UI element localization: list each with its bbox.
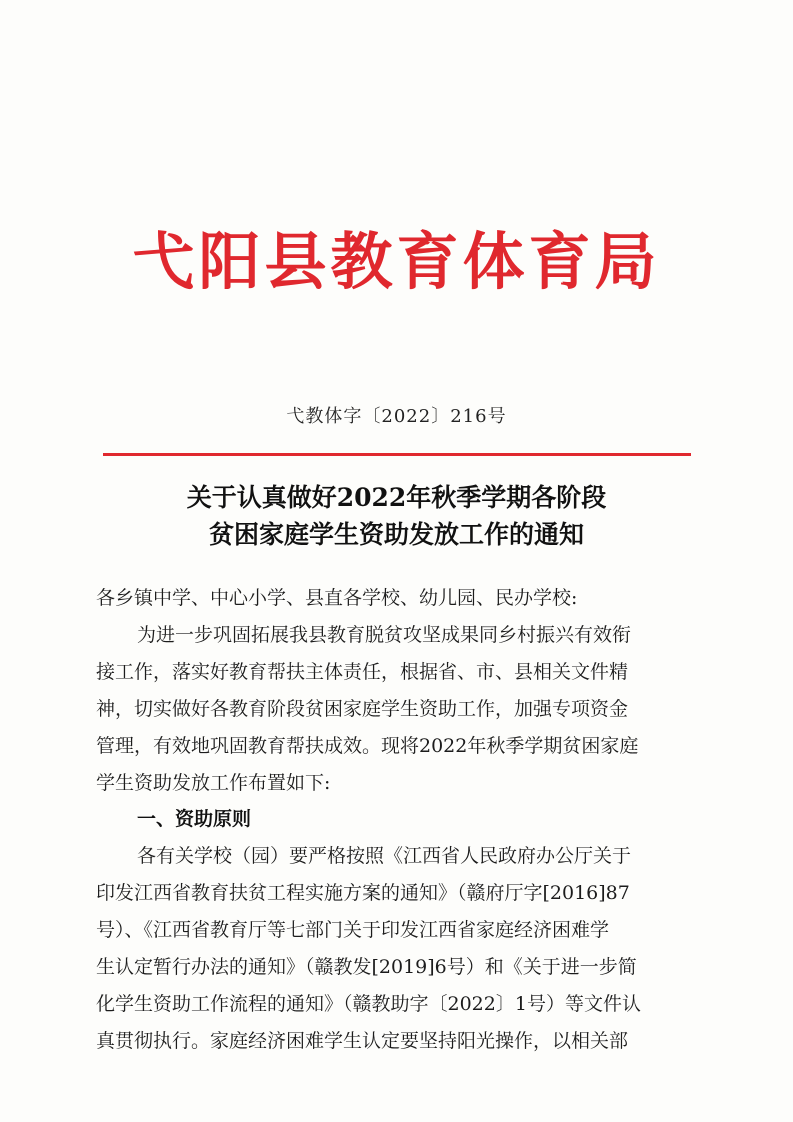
addressee-line: 各乡镇中学、中心小学、县直各学校、幼儿园、民办学校: <box>96 587 578 609</box>
section-paragraph-line: 号）、《江西省教育厅等七部门关于印发江西省家庭经济困难学 <box>96 919 610 941</box>
notice-title-line-2: 贫困家庭学生资助发放工作的通知 <box>208 520 584 549</box>
section-paragraph-line: 真贯彻执行。家庭经济困难学生认定要坚持阳光操作，以相关部 <box>96 1030 629 1052</box>
intro-paragraph-line: 管理，有效地巩固教育帮扶成效。现将2022年秋季学期贫困家庭 <box>96 735 639 757</box>
section-paragraph-line: 生认定暂行办法的通知》（赣教发[2019]6号）和《关于进一步简 <box>96 956 637 978</box>
section-heading: 一、资助原则 <box>137 808 252 830</box>
intro-paragraph-line: 神，切实做好各教育阶段贫困家庭学生资助工作，加强专项资金 <box>96 698 629 720</box>
red-divider-line <box>103 453 691 456</box>
issuing-authority-title: 弋阳县教育体育局 <box>132 225 661 298</box>
notice-title-line-1: 关于认真做好2022年秋季学期各阶段 <box>186 483 607 512</box>
intro-paragraph-line: 为进一步巩固拓展我县教育脱贫攻坚成果同乡村振兴有效衔 <box>137 624 632 646</box>
intro-paragraph-line: 学生资助发放工作布置如下: <box>96 772 331 794</box>
document-number: 弋教体字〔2022〕216号 <box>286 406 507 427</box>
section-paragraph-line: 各有关学校（园）要严格按照《江西省人民政府办公厅关于 <box>137 845 632 867</box>
section-paragraph-line: 化学生资助工作流程的通知》（赣教助字〔2022〕1号）等文件认 <box>96 993 641 1015</box>
intro-paragraph-line: 接工作，落实好教育帮扶主体责任，根据省、市、县相关文件精 <box>96 661 629 683</box>
section-paragraph-line: 印发江西省教育扶贫工程实施方案的通知》（赣府厅字[2016]87 <box>96 882 630 904</box>
